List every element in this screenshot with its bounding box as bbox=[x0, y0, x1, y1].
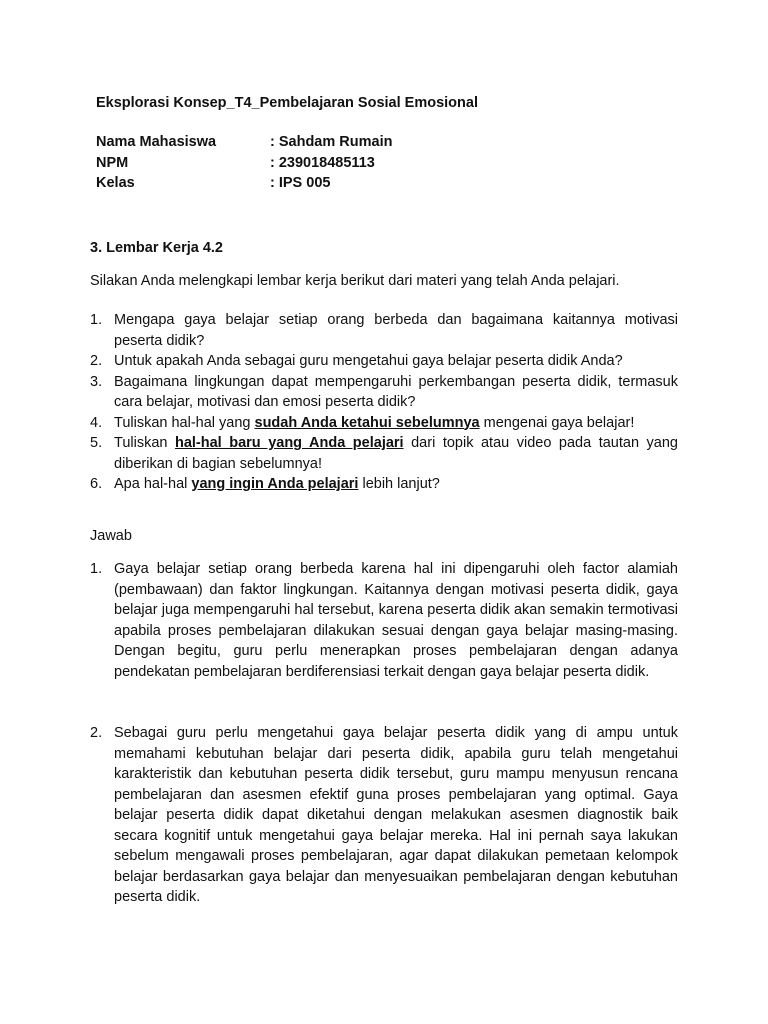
answers-heading: Jawab bbox=[90, 528, 132, 544]
question-text-post: dari topik atau video pada tautan yang diberikan di bagian sebelumnya! bbox=[114, 435, 678, 472]
question-item bbox=[90, 474, 678, 495]
question-emphasis: sudah Anda ketahui sebelumnya bbox=[254, 414, 480, 431]
identity-row-name bbox=[96, 132, 392, 153]
question-number: 6. bbox=[90, 476, 103, 492]
question-number: 2. bbox=[90, 353, 103, 369]
answer-number: 2. bbox=[90, 725, 103, 741]
question-text: Untuk apakah Anda sebagai guru mengetahui gaya belajar peserta didik Anda? bbox=[114, 353, 623, 369]
identity-label: Nama Mahasiswa bbox=[96, 134, 217, 150]
identity-row-class bbox=[96, 173, 392, 194]
identity-value: : Sahdam Rumain bbox=[270, 134, 393, 150]
question-item bbox=[90, 310, 678, 351]
student-identity bbox=[96, 132, 392, 194]
identity-label: Kelas bbox=[96, 175, 135, 191]
identity-value: : 239018485113 bbox=[270, 154, 375, 171]
question-text-post: mengenai gaya belajar! bbox=[479, 414, 635, 431]
question-list bbox=[90, 310, 678, 495]
question-item bbox=[90, 413, 678, 434]
question-emphasis: yang ingin Anda pelajari bbox=[191, 476, 359, 492]
answer-text: Sebagai guru perlu mengetahui gaya belajar peserta didik yang di ampu untuk memahami kebutuhan belajar dari peserta didik, apabila guru telah mengetahui karakteristik dan kebutuhan peserta didik tersebut, guru mampu menyusun rencana pembelajaran dan asesmen efektif guna proses pembelajaran yang optimal. Gaya belajar peserta didik dapat diketahui dengan melakukan asesmen diagnostik baik secara kognitif untuk mengetahui gaya belajar mereka. Hal ini pernah saya lakukan sebelum mengawali proses pembelajaran, agar dapat dilakukan pemetaan kelompok belajar berdasarkan gaya belajar dan menyesuaikan pembelajaran dengan kebutuhan peserta didik. bbox=[114, 725, 678, 905]
question-item bbox=[90, 372, 678, 413]
section-title: 3. Lembar Kerja 4.2 bbox=[90, 240, 223, 256]
document-title: Eksplorasi Konsep_T4_Pembelajaran Sosial Emosional bbox=[96, 95, 478, 111]
question-number: 4. bbox=[90, 414, 103, 431]
question-number: 3. bbox=[90, 373, 103, 390]
question-item bbox=[90, 351, 678, 372]
answer-list-1 bbox=[90, 559, 678, 682]
identity-value: : IPS 005 bbox=[270, 175, 331, 191]
answer-text: Gaya belajar setiap orang berbeda karena hal ini dipengaruhi oleh factor alamiah (pembawaan) dan faktor lingkungan. Kaitannya dengan motivasi peserta didik, gaya belajar juga mempengaruhi hal tersebut, karena peserta didik akan semakin termotivasi apabila proses pembelajaran dilakukan sesuai dengan gaya belajar masing-masing. Dengan begitu, guru perlu menerapkan proses pembelajaran dengan adanya pendekatan pembelajaran berdiferensiasi terkait dengan gaya belajar peserta didik. bbox=[114, 561, 678, 680]
identity-row-npm bbox=[96, 153, 392, 174]
answer-item bbox=[90, 723, 678, 908]
question-emphasis: hal-hal baru yang Anda pelajari bbox=[174, 435, 404, 451]
instruction-text: Silakan Anda melengkapi lembar kerja berikut dari materi yang telah Anda pelajari. bbox=[90, 273, 620, 289]
identity-label: NPM bbox=[96, 154, 129, 171]
question-text: Bagaimana lingkungan dapat mempengaruhi perkembangan peserta didik, termasuk cara belajar, motivasi dan emosi peserta didik? bbox=[114, 373, 678, 410]
question-number: 5. bbox=[90, 435, 103, 451]
question-item bbox=[90, 433, 678, 474]
answer-list-2 bbox=[90, 723, 678, 908]
question-number: 1. bbox=[90, 312, 103, 328]
question-text-pre: Tuliskan bbox=[114, 435, 175, 451]
answer-number: 1. bbox=[90, 561, 103, 577]
answer-item bbox=[90, 559, 678, 682]
question-text-pre: Tuliskan hal-hal yang bbox=[114, 414, 255, 431]
question-text-post: lebih lanjut? bbox=[358, 476, 440, 492]
question-text: Mengapa gaya belajar setiap orang berbeda dan bagaimana kaitannya motivasi peserta didik? bbox=[114, 312, 678, 349]
question-text-pre: Apa hal-hal bbox=[114, 476, 192, 492]
